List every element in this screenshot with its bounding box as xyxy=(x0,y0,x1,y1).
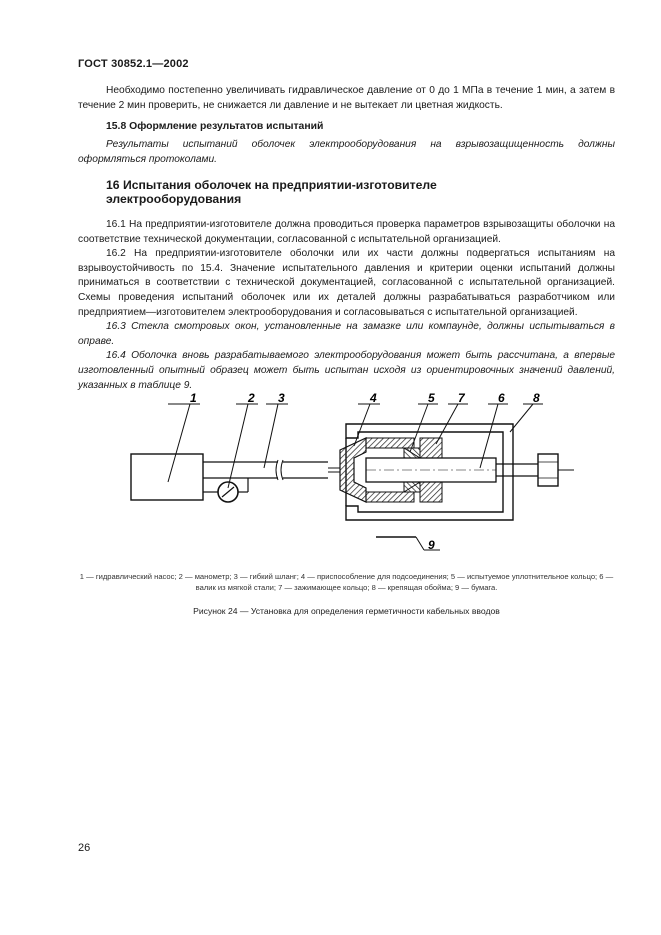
steel-shaft xyxy=(366,454,574,486)
figure-legend: 1 — гидравлический насос; 2 — манометр; 3 — гибкий шланг; 4 — приспособление для подсоединения; 5 — испытуемое уплотнительное кольцо; 6 — валик из мягкой стали; 7 — зажимающее кольцо; 8 — крепящая обойма; 9 — бумага. xyxy=(79,572,614,592)
hydraulic-pump xyxy=(131,454,203,500)
paragraph-16-2: 16.2 На предприятии-изготовителе оболочки или их части должны подвергаться испытаниям на взрывоустойчивость по 15.4. Значение испытательного давления и критерии оценки испытаний должны приниматься в соответствии с технической документацией, согласованной с испытательной организацией. Схемы проведения испытаний оболочек или их деталей должны разрабатываться разработчиком или предприятием—изготовителем электрооборудования и согласовываться с испытательной организацией. xyxy=(78,248,615,318)
subsection-15-8-title: 15.8 Оформление результатов испытаний xyxy=(106,121,324,132)
paragraph-16-3: 16.3 Стекла смотровых окон, установленные на замазке или компаунде, должны испытываться в оправе. xyxy=(78,321,615,347)
label-8: 8 xyxy=(533,392,540,405)
label-1: 1 xyxy=(190,392,197,405)
label-9: 9 xyxy=(428,538,435,552)
test-setup-diagram xyxy=(118,392,578,562)
section-16-title: 16 Испытания оболочек на предприятии-изготовителе электрооборудования xyxy=(106,178,437,206)
subsection-15-8-text: Результаты испытаний оболочек электрооборудования на взрывозащищенность должны оформляться протоколами. xyxy=(78,139,615,165)
label-2: 2 xyxy=(248,392,255,405)
paragraph-16-1: 16.1 На предприятии-изготовителе должна проводиться проверка параметров взрывозащиты оболочки на соответствие технической документации, согласованной с испытательной организацией. xyxy=(78,219,615,245)
page-number: 26 xyxy=(78,842,91,854)
section-16-body xyxy=(78,218,615,393)
label-5: 5 xyxy=(428,392,435,405)
paragraph-16-4: 16.4 Оболочка вновь разрабатываемого электрооборудования может быть рассчитана, а впервые изготовленный опытный образец может быть испытан исходя из ориентировочных значений давлений, указанных в таблице 9. xyxy=(78,350,615,391)
intro-paragraph: Необходимо постепенно увеличивать гидравлическое давление от 0 до 1 МПа в течение 1 мин, а затем в течение 2 мин проверить, не снижается ли давление и не вытекает ли цветная жидкость. xyxy=(78,85,615,111)
label-3: 3 xyxy=(278,392,285,405)
standard-header: ГОСТ 30852.1—2002 xyxy=(78,58,189,70)
label-7: 7 xyxy=(458,392,465,405)
flexible-hose xyxy=(203,460,340,480)
label-4: 4 xyxy=(370,392,377,405)
figure-caption: Рисунок 24 — Установка для определения герметичности кабельных вводов xyxy=(193,606,500,616)
label-6: 6 xyxy=(498,392,505,405)
manometer xyxy=(203,478,248,502)
